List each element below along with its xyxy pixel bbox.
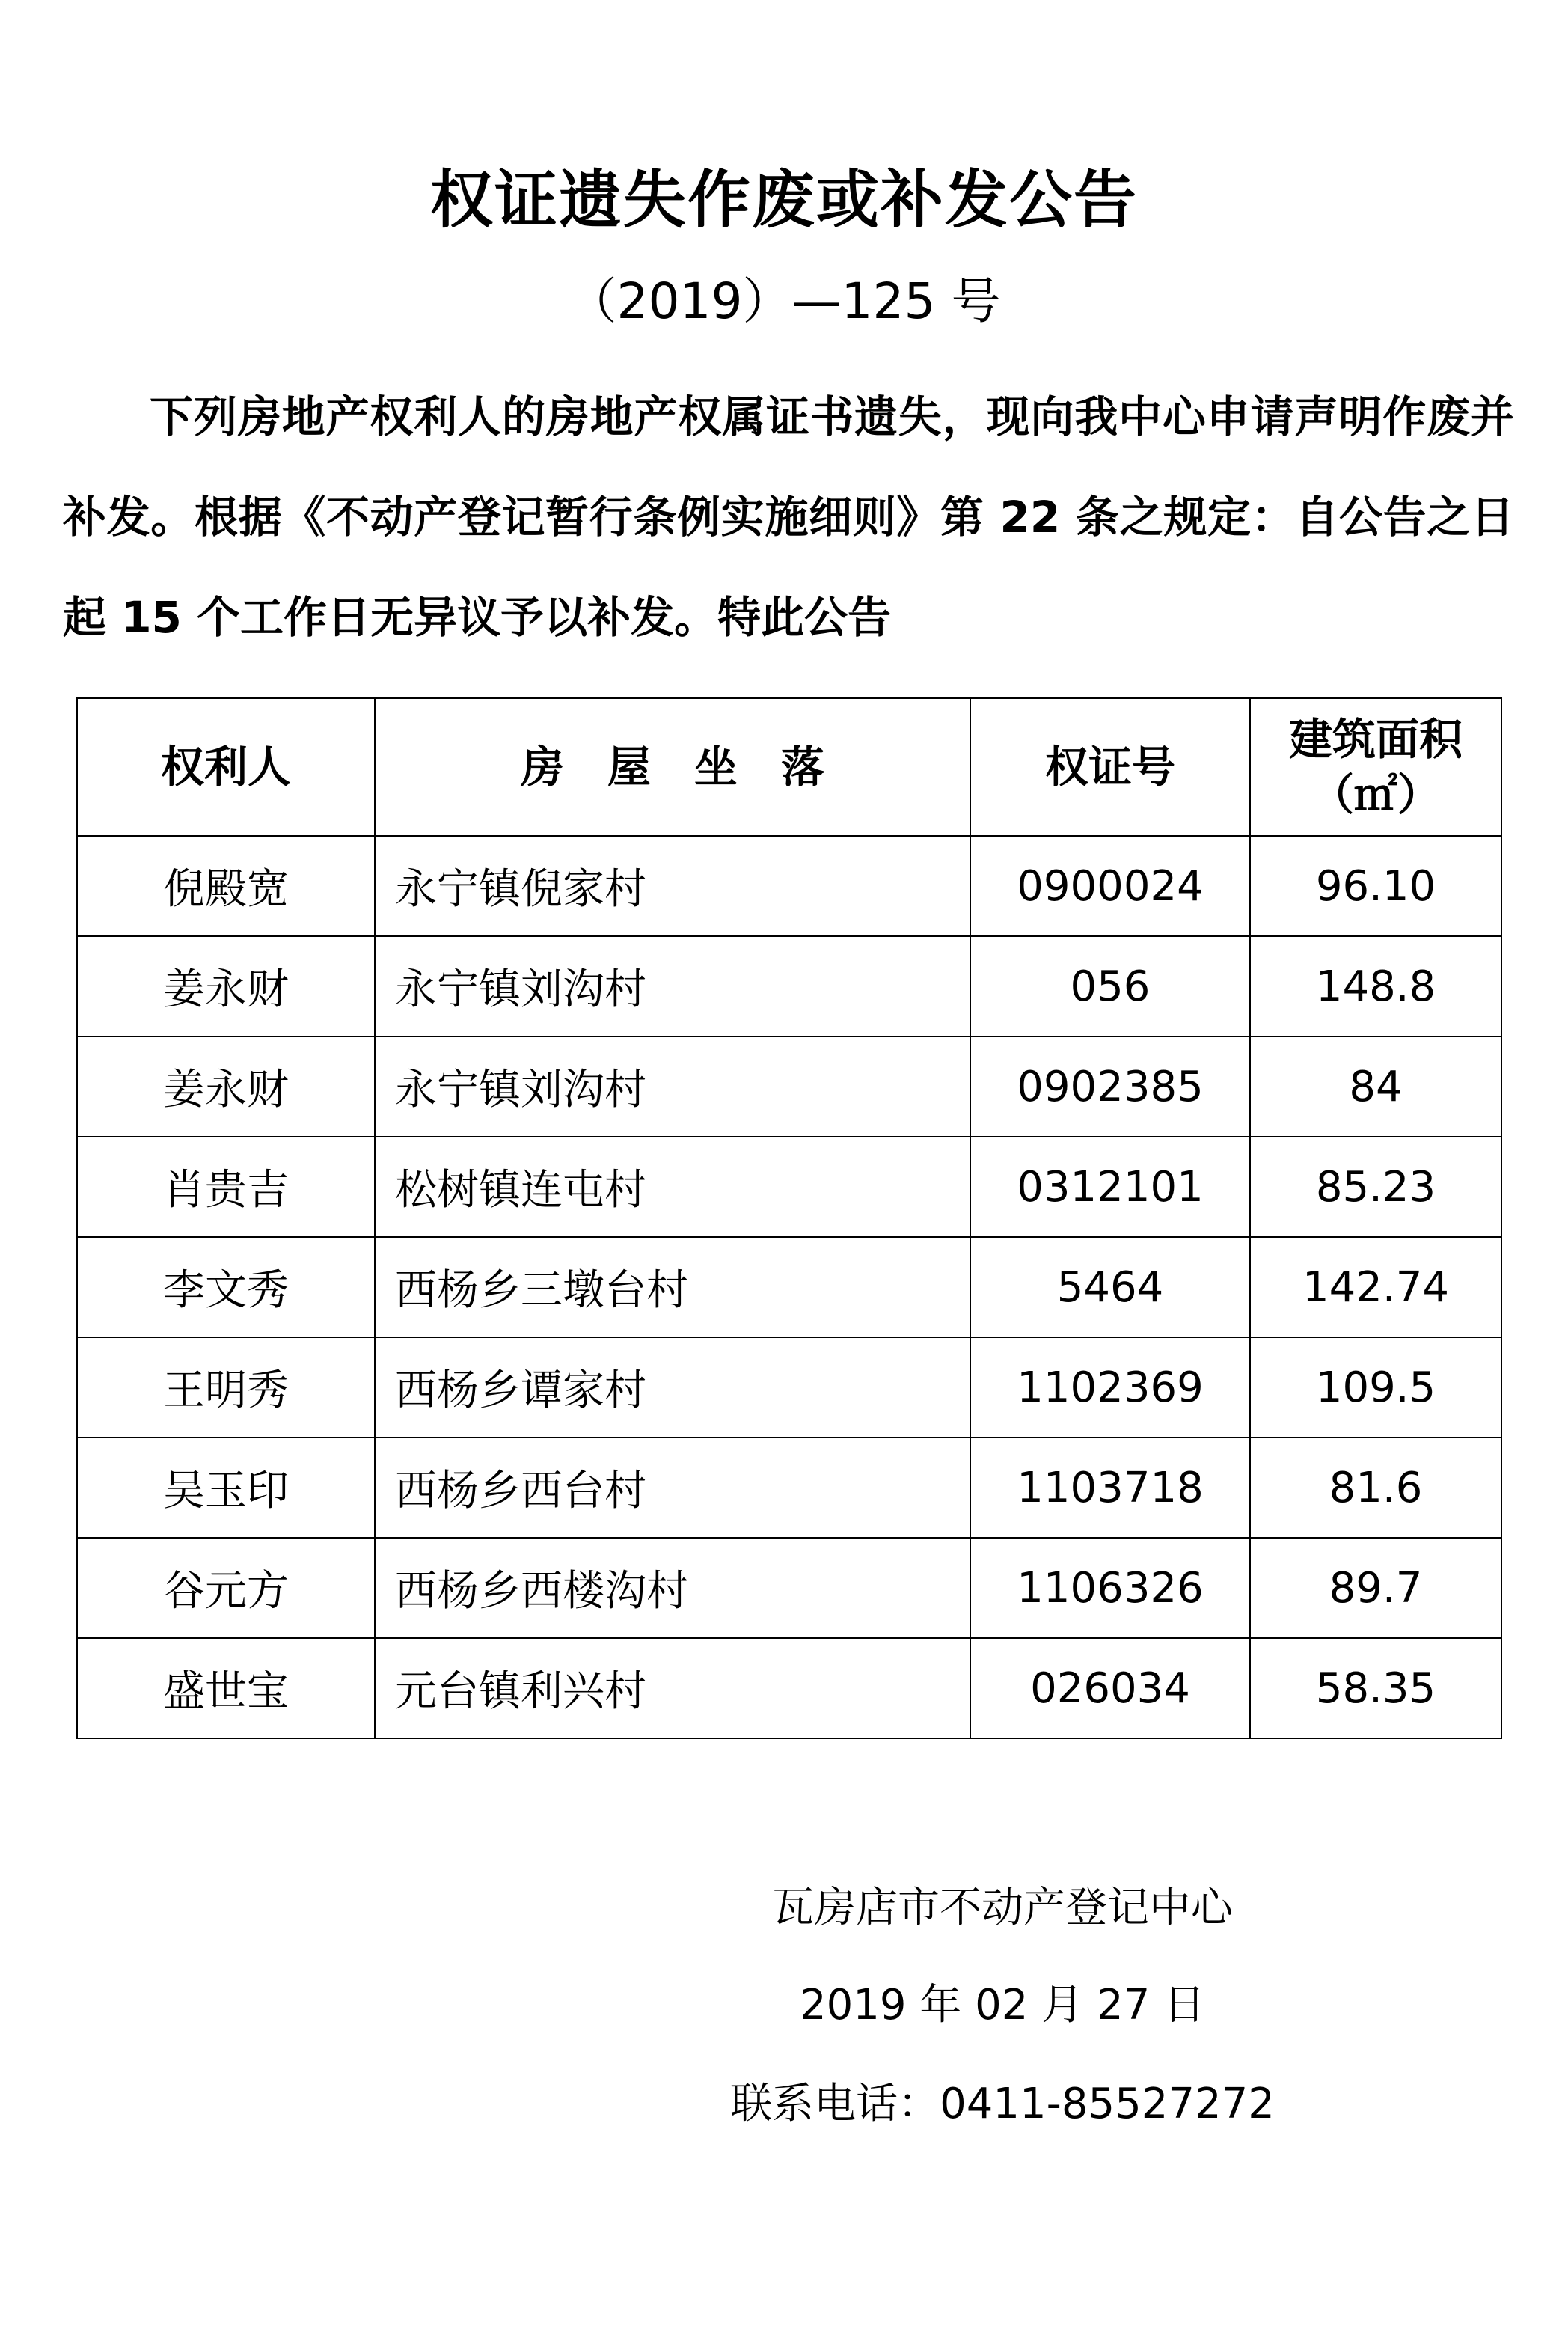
notice-body: 下列房地产权利人的房地产权属证书遗失，现向我中心申请声明作废并补发。根据《不动产登记暂行条例实施细则》第 22 条之规定：自公告之日起 15 个工作日无异议予以补发。特此公告 [63, 391, 1514, 643]
cell-area: 58.35 [1250, 1638, 1501, 1738]
notice-title: 权证遗失作废或补发公告 [429, 163, 1138, 236]
table-row [77, 1438, 1501, 1538]
cell-cert: 5464 [970, 1237, 1250, 1337]
cell-owner: 王明秀 [77, 1337, 375, 1438]
table-row [77, 836, 1501, 936]
cell-area: 85.23 [1250, 1137, 1501, 1237]
cell-cert: 026034 [970, 1638, 1250, 1738]
table-row [77, 1337, 1501, 1438]
cell-owner: 李文秀 [77, 1237, 375, 1337]
table-body [77, 836, 1501, 1738]
issuing-organization: 瓦房店市不动产登记中心 [772, 1884, 1233, 1932]
table-row [77, 1036, 1501, 1137]
cell-area: 81.6 [1250, 1438, 1501, 1538]
cell-cert: 0902385 [970, 1036, 1250, 1137]
cell-owner: 肖贵吉 [77, 1137, 375, 1237]
cell-cert: 0312101 [970, 1137, 1250, 1237]
cell-location: 永宁镇倪家村 [375, 836, 970, 936]
cell-owner: 谷元方 [77, 1538, 375, 1638]
header-area [1250, 698, 1501, 836]
table-row [77, 1538, 1501, 1638]
header-owner: 权利人 [77, 698, 375, 836]
cell-location: 西杨乡西楼沟村 [375, 1538, 970, 1638]
cell-area: 96.10 [1250, 836, 1501, 936]
cell-location: 永宁镇刘沟村 [375, 936, 970, 1036]
cell-owner: 盛世宝 [77, 1638, 375, 1738]
header-cert-number: 权证号 [970, 698, 1250, 836]
cell-location: 元台镇利兴村 [375, 1638, 970, 1738]
cell-owner: 倪殿宽 [77, 836, 375, 936]
cell-cert: 1102369 [970, 1337, 1250, 1438]
cell-owner: 吴玉印 [77, 1438, 375, 1538]
issue-date: 2019 年 02 月 27 日 [799, 1981, 1206, 2029]
cell-cert: 1106326 [970, 1538, 1250, 1638]
cell-cert: 056 [970, 936, 1250, 1036]
cell-location: 永宁镇刘沟村 [375, 1036, 970, 1137]
cell-location: 西杨乡西台村 [375, 1438, 970, 1538]
header-location: 房 屋 坐 落 [375, 698, 970, 836]
header-area-label: 建筑面积 [1288, 714, 1463, 765]
cell-area: 109.5 [1250, 1337, 1501, 1438]
cell-location: 松树镇连屯村 [375, 1137, 970, 1237]
cell-location: 西杨乡三墩台村 [375, 1237, 970, 1337]
cell-area: 142.74 [1250, 1237, 1501, 1337]
cell-area: 84 [1250, 1036, 1501, 1137]
notice-number: （2019）—125 号 [567, 272, 1001, 330]
table-row [77, 1638, 1501, 1738]
contact-phone: 联系电话：0411-85527272 [730, 2080, 1275, 2128]
table-row [77, 936, 1501, 1036]
cell-area: 148.8 [1250, 936, 1501, 1036]
cell-owner: 姜永财 [77, 936, 375, 1036]
table-row [77, 1137, 1501, 1237]
cell-location: 西杨乡谭家村 [375, 1337, 970, 1438]
cell-cert: 0900024 [970, 836, 1250, 936]
table-header-row [77, 698, 1501, 836]
cell-cert: 1103718 [970, 1438, 1250, 1538]
table-row [77, 1237, 1501, 1337]
cell-owner: 姜永财 [77, 1036, 375, 1137]
header-area-unit: （㎡） [1310, 769, 1441, 820]
records-table [76, 697, 1502, 1739]
cell-area: 89.7 [1250, 1538, 1501, 1638]
